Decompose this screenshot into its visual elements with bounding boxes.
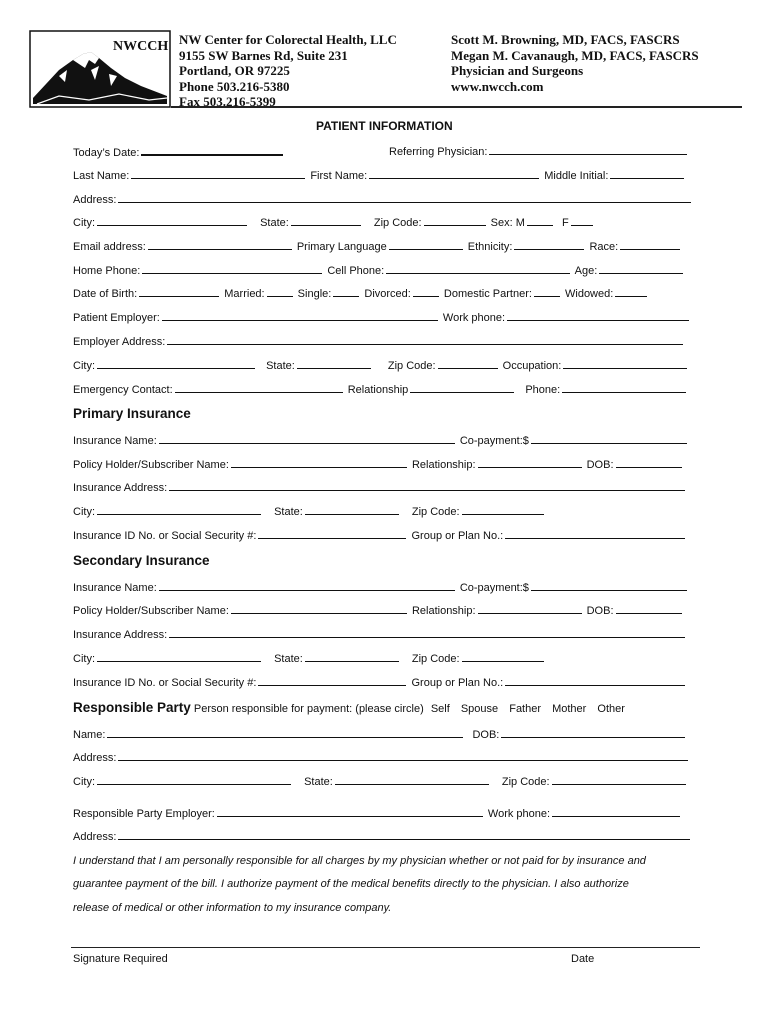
- patient-employer-field[interactable]: [162, 311, 438, 321]
- email-label: Email address:: [73, 241, 146, 253]
- home-phone-label: Home Phone:: [73, 265, 141, 277]
- work-phone-field[interactable]: [507, 311, 689, 321]
- responsible-employer-field[interactable]: [217, 807, 483, 817]
- city-field[interactable]: [97, 216, 247, 226]
- row-phones: [73, 264, 685, 277]
- clinic-info: [179, 32, 397, 110]
- statement-line-3: release of medical or other information to my insurance company.: [73, 902, 392, 914]
- row-secondary-city: [73, 652, 546, 665]
- referring-label: Referring Physician:: [389, 146, 488, 158]
- secondary-city-field[interactable]: [97, 652, 261, 662]
- primary-relationship-field[interactable]: [478, 458, 582, 468]
- row-email: [73, 240, 682, 253]
- clinic-street: 9155 SW Barnes Rd, Suite 231: [179, 47, 348, 63]
- relationship-label: Relationship: [347, 384, 409, 396]
- todays-date-field[interactable]: [141, 145, 283, 156]
- home-phone-field[interactable]: [142, 264, 322, 274]
- secondary-policy-holder-label: Policy Holder/Subscriber Name:: [73, 605, 229, 617]
- option-mother[interactable]: Mother: [552, 703, 587, 715]
- responsible-address2-field[interactable]: [118, 830, 690, 840]
- row-dob: [73, 287, 649, 300]
- signature-line[interactable]: [71, 947, 700, 948]
- primary-zip-field[interactable]: [462, 505, 544, 515]
- widowed-label: Widowed:: [565, 288, 614, 300]
- employer-state-label: State:: [266, 360, 295, 372]
- primary-group-field[interactable]: [505, 529, 685, 539]
- primary-copay-label: Co-payment:$: [459, 435, 529, 447]
- page-title: PATIENT INFORMATION: [316, 119, 453, 133]
- dob-label: Date of Birth:: [73, 288, 138, 300]
- responsible-name-field[interactable]: [107, 728, 463, 738]
- responsible-state-label: State:: [304, 776, 333, 788]
- secondary-state-field[interactable]: [305, 652, 399, 662]
- referring-field[interactable]: [489, 145, 687, 155]
- responsible-address2-label: Address:: [73, 831, 117, 843]
- option-self[interactable]: Self: [430, 703, 450, 715]
- clinic-logo: [29, 30, 171, 108]
- single-field[interactable]: [333, 287, 359, 297]
- divorced-field[interactable]: [413, 287, 439, 297]
- primary-address-label: Insurance Address:: [73, 482, 168, 494]
- age-label: Age:: [574, 265, 598, 277]
- statement-line-2: guarantee payment of the bill. I authorize payment of the medical benefits directly to the physician. I also authorize: [73, 878, 629, 890]
- employer-zip-label: Zip Code:: [387, 360, 436, 372]
- primary-copay-field[interactable]: [531, 434, 687, 444]
- emergency-phone-label: Phone:: [525, 384, 561, 396]
- responsible-zip-field[interactable]: [552, 775, 686, 785]
- secondary-dob-field[interactable]: [616, 604, 682, 614]
- widowed-field[interactable]: [615, 287, 647, 297]
- row-date-referring: [73, 145, 285, 159]
- row-responsible-name: [73, 728, 687, 741]
- responsible-city-label: City:: [73, 776, 95, 788]
- patient-employer-label: Patient Employer:: [73, 312, 160, 324]
- row-employer: [73, 311, 691, 324]
- city-label: City:: [73, 217, 95, 229]
- state-label: State:: [260, 217, 289, 229]
- header-divider: [171, 106, 742, 108]
- secondary-relationship-field[interactable]: [478, 604, 582, 614]
- clinic-name: NW Center for Colorectal Health, LLC: [179, 32, 397, 47]
- secondary-state-label: State:: [274, 653, 303, 665]
- option-father[interactable]: Father: [509, 703, 542, 715]
- dob-field[interactable]: [139, 287, 219, 297]
- primary-zip-label: Zip Code:: [411, 506, 460, 518]
- statement-line-1: I understand that I am personally responsible for all charges by my physician whether or not paid for by insurance and: [73, 855, 646, 867]
- ethnicity-field[interactable]: [514, 240, 584, 250]
- responsible-work-phone-label: Work phone:: [487, 808, 551, 820]
- responsible-zip-label: Zip Code:: [501, 776, 550, 788]
- responsible-work-phone-field[interactable]: [552, 807, 680, 817]
- row-employer-address: [73, 335, 685, 348]
- primary-state-label: State:: [274, 506, 303, 518]
- responsible-prompt: Person responsible for payment: (please circle): [193, 703, 424, 715]
- last-name-field[interactable]: [131, 169, 305, 179]
- employer-address-field[interactable]: [167, 335, 683, 345]
- primary-group-label: Group or Plan No.:: [411, 530, 504, 542]
- primary-insurance-name-label: Insurance Name:: [73, 435, 157, 447]
- race-label: Race:: [589, 241, 619, 253]
- sex-m-field[interactable]: [527, 216, 553, 226]
- row-responsible-address: [73, 751, 690, 764]
- secondary-address-field[interactable]: [169, 628, 685, 638]
- primary-policy-holder-label: Policy Holder/Subscriber Name:: [73, 459, 229, 471]
- secondary-id-field[interactable]: [258, 676, 406, 686]
- primary-policy-holder-field[interactable]: [231, 458, 407, 468]
- row-address: [73, 193, 693, 206]
- secondary-group-field[interactable]: [505, 676, 685, 686]
- primary-dob-field[interactable]: [616, 458, 682, 468]
- married-field[interactable]: [267, 287, 293, 297]
- clinic-phone: Phone 503.216-5380: [179, 78, 290, 94]
- secondary-zip-label: Zip Code:: [411, 653, 460, 665]
- clinic-city: Portland, OR 97225: [179, 63, 290, 78]
- secondary-dob-label: DOB:: [586, 605, 614, 617]
- secondary-id-label: Insurance ID No. or Social Security #:: [73, 677, 257, 689]
- work-phone-label: Work phone:: [442, 312, 506, 324]
- language-label: Primary Language: [296, 241, 387, 253]
- responsible-address-label: Address:: [73, 752, 117, 764]
- ethnicity-label: Ethnicity:: [467, 241, 513, 253]
- row-responsible-city: [73, 775, 688, 788]
- todays-date-label: Today’s Date:: [73, 147, 140, 159]
- employer-city-field[interactable]: [97, 359, 255, 369]
- responsible-city-field[interactable]: [97, 775, 291, 785]
- primary-insurance-heading: Primary Insurance: [73, 406, 191, 421]
- middle-initial-label: Middle Initial:: [544, 170, 609, 182]
- secondary-city-label: City:: [73, 653, 95, 665]
- row-names: [73, 169, 686, 182]
- sex-label: Sex:: [490, 217, 513, 229]
- row-responsible-address-2: [73, 830, 692, 843]
- emergency-phone-field[interactable]: [562, 383, 686, 393]
- age-field[interactable]: [599, 264, 683, 274]
- primary-id-field[interactable]: [258, 529, 406, 539]
- secondary-zip-field[interactable]: [462, 652, 544, 662]
- domestic-partner-field[interactable]: [534, 287, 560, 297]
- first-name-label: First Name:: [310, 170, 368, 182]
- responsible-employer-label: Responsible Party Employer:: [73, 808, 215, 820]
- first-name-field[interactable]: [369, 169, 539, 179]
- responsible-party-heading: Responsible Party: [73, 700, 191, 715]
- primary-address-field[interactable]: [169, 481, 685, 491]
- primary-id-label: Insurance ID No. or Social Security #:: [73, 530, 257, 542]
- primary-city-label: City:: [73, 506, 95, 518]
- secondary-copay-field[interactable]: [531, 581, 687, 591]
- row-primary-insurance-name: [73, 434, 689, 447]
- row-city: [73, 216, 595, 229]
- row-primary-id: [73, 529, 687, 542]
- address-label: Address:: [73, 194, 117, 206]
- clinic-fax: Fax 503.216-5399: [179, 94, 276, 109]
- secondary-insurance-name-label: Insurance Name:: [73, 582, 157, 594]
- physician-2: Megan M. Cavanaugh, MD, FACS, FASCRS: [451, 47, 699, 63]
- zip-field[interactable]: [424, 216, 486, 226]
- website-link[interactable]: www.nwcch.com: [451, 78, 544, 94]
- email-field[interactable]: [148, 240, 292, 250]
- row-employer-city: [73, 359, 689, 372]
- divorced-label: Divorced:: [364, 288, 411, 300]
- row-responsible-party: [73, 700, 625, 715]
- responsible-dob-field[interactable]: [501, 728, 685, 738]
- date-label: Date: [571, 953, 595, 965]
- responsible-name-label: Name:: [73, 729, 106, 741]
- secondary-address-label: Insurance Address:: [73, 629, 168, 641]
- secondary-relationship-label: Relationship:: [411, 605, 476, 617]
- state-field[interactable]: [291, 216, 361, 226]
- sex-f-label: F: [561, 217, 569, 229]
- cell-phone-label: Cell Phone:: [327, 265, 385, 277]
- responsible-dob-label: DOB:: [472, 729, 500, 741]
- primary-insurance-name-field[interactable]: [159, 434, 455, 444]
- row-primary-policy: [73, 458, 684, 471]
- row-emergency: [73, 383, 688, 396]
- last-name-label: Last Name:: [73, 170, 130, 182]
- married-label: Married:: [224, 288, 265, 300]
- zip-label: Zip Code:: [373, 217, 422, 229]
- responsible-state-field[interactable]: [335, 775, 489, 785]
- logo-text: NWCCH: [113, 39, 169, 54]
- primary-dob-label: DOB:: [586, 459, 614, 471]
- primary-city-field[interactable]: [97, 505, 261, 515]
- employer-city-label: City:: [73, 360, 95, 372]
- physician-1: Scott M. Browning, MD, FACS, FASCRS: [451, 32, 680, 47]
- race-field[interactable]: [620, 240, 680, 250]
- secondary-group-label: Group or Plan No.:: [411, 677, 504, 689]
- occupation-field[interactable]: [563, 359, 687, 369]
- employer-state-field[interactable]: [297, 359, 371, 369]
- middle-initial-field[interactable]: [610, 169, 684, 179]
- responsible-address-field[interactable]: [118, 751, 688, 761]
- relationship-field[interactable]: [410, 383, 514, 393]
- cell-phone-field[interactable]: [386, 264, 570, 274]
- emergency-contact-field[interactable]: [175, 383, 343, 393]
- secondary-copay-label: Co-payment:$: [459, 582, 529, 594]
- sex-m-label: M: [515, 217, 525, 229]
- employer-address-label: Employer Address:: [73, 336, 166, 348]
- physician-info: [451, 32, 699, 94]
- single-label: Single:: [297, 288, 332, 300]
- row-secondary-address: [73, 628, 687, 641]
- address-field[interactable]: [118, 193, 691, 203]
- row-primary-address: [73, 481, 687, 494]
- row-secondary-id: [73, 676, 687, 689]
- occupation-label: Occupation:: [502, 360, 562, 372]
- option-spouse[interactable]: Spouse: [460, 703, 499, 715]
- employer-zip-field[interactable]: [438, 359, 498, 369]
- row-responsible-employer: [73, 807, 682, 820]
- primary-state-field[interactable]: [305, 505, 399, 515]
- signature-label: Signature Required: [73, 953, 168, 965]
- row-secondary-insurance-name: [73, 581, 689, 594]
- row-primary-city: [73, 505, 546, 518]
- emergency-contact-label: Emergency Contact:: [73, 384, 173, 396]
- row-referring: [389, 145, 689, 158]
- option-other[interactable]: Other: [597, 703, 625, 715]
- domestic-partner-label: Domestic Partner:: [443, 288, 532, 300]
- physician-role: Physician and Surgeons: [451, 63, 584, 78]
- secondary-insurance-heading: Secondary Insurance: [73, 553, 210, 568]
- secondary-policy-holder-field[interactable]: [231, 604, 407, 614]
- primary-relationship-label: Relationship:: [411, 459, 476, 471]
- secondary-insurance-name-field[interactable]: [159, 581, 455, 591]
- language-field[interactable]: [389, 240, 463, 250]
- row-secondary-policy: [73, 604, 684, 617]
- sex-f-field[interactable]: [571, 216, 593, 226]
